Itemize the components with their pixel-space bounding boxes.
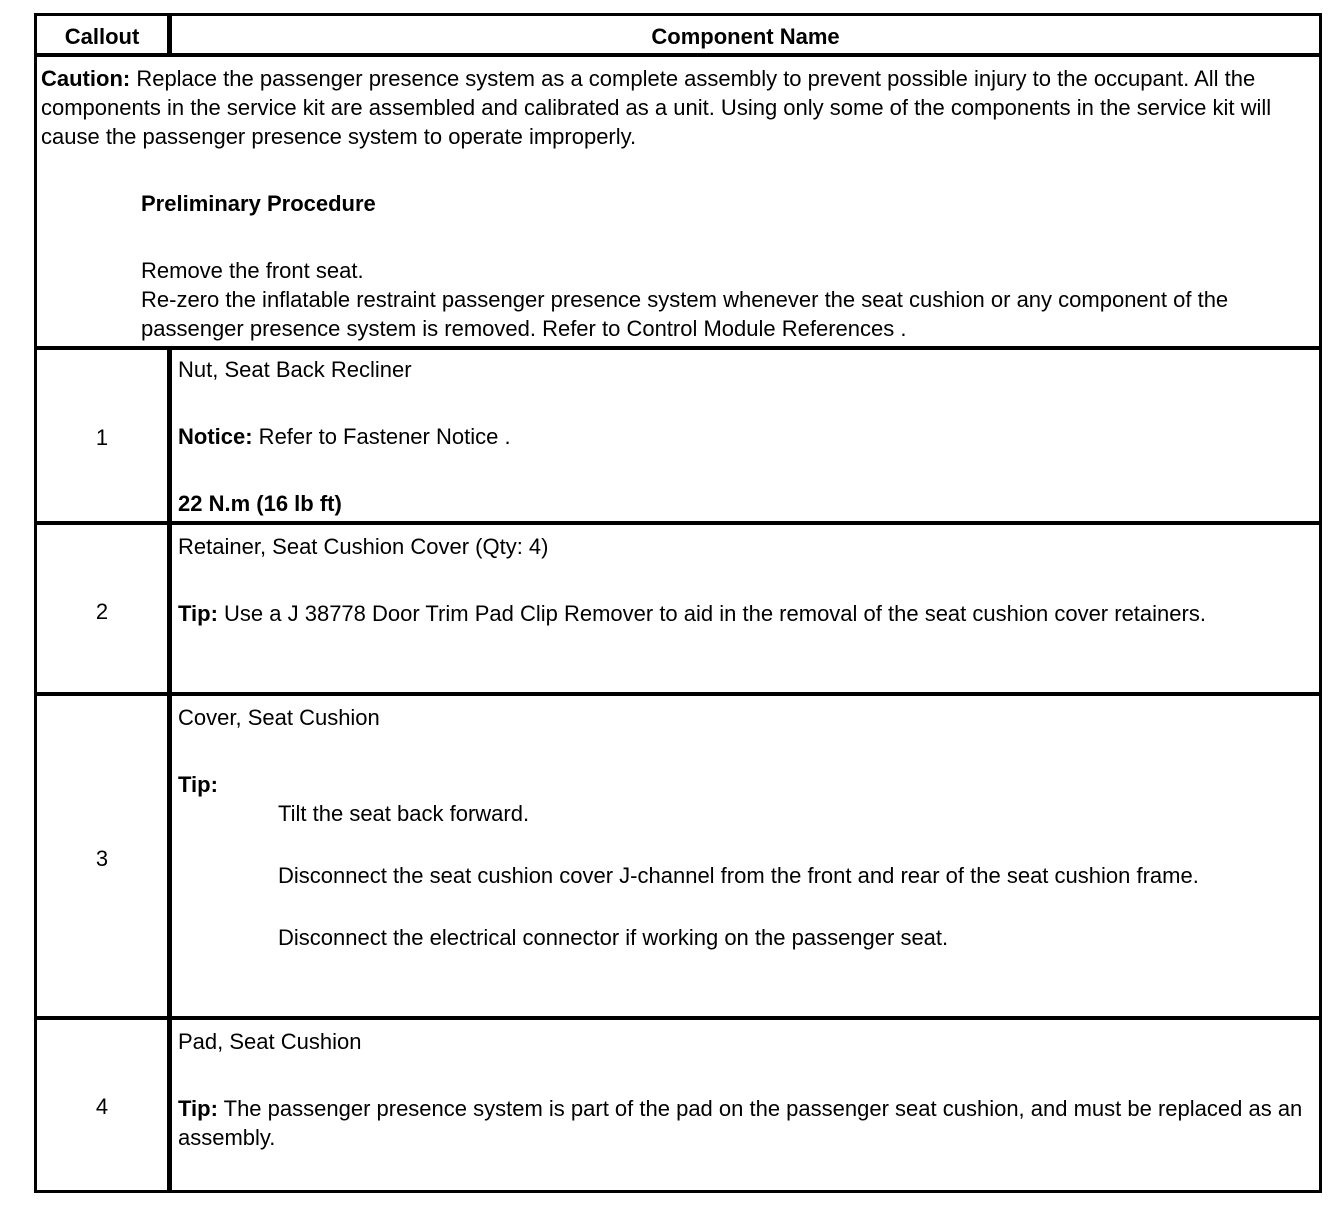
component-name-3: Cover, Seat Cushion bbox=[178, 705, 380, 730]
row-4-content bbox=[178, 1027, 1313, 1152]
caution-block bbox=[41, 64, 1316, 151]
spacer bbox=[178, 1056, 1313, 1094]
row-divider-3 bbox=[34, 692, 1322, 696]
spacer bbox=[178, 828, 1313, 861]
callout-3: 3 bbox=[95, 846, 109, 871]
preliminary-title: Preliminary Procedure bbox=[141, 191, 376, 216]
spacer bbox=[178, 561, 1313, 599]
spacer bbox=[178, 451, 1313, 489]
component-name-2: Retainer, Seat Cushion Cover (Qty: 4) bbox=[178, 534, 549, 559]
row-divider-1 bbox=[34, 346, 1322, 350]
notice-label-1: Notice: bbox=[178, 424, 253, 449]
caution-paragraph bbox=[41, 64, 1316, 151]
notice-text-1: Refer to Fastener Notice . bbox=[252, 424, 511, 449]
tip-4 bbox=[178, 1094, 1313, 1152]
row-1-content bbox=[178, 355, 1313, 518]
tip-label-4: Tip: bbox=[178, 1096, 218, 1121]
torque-spec-1: 22 N.m (16 lb ft) bbox=[178, 491, 342, 516]
component-name-1: Nut, Seat Back Recliner bbox=[178, 357, 412, 382]
row-divider-4 bbox=[34, 1016, 1322, 1020]
callout-2: 2 bbox=[95, 599, 109, 624]
tip-label-2: Tip: bbox=[178, 601, 218, 626]
body-column-divider bbox=[167, 346, 172, 1193]
header-component-name: Component Name bbox=[651, 24, 840, 49]
notice-1 bbox=[178, 422, 1313, 451]
callout-1: 1 bbox=[95, 425, 109, 450]
tip-2 bbox=[178, 599, 1313, 628]
tip-text-2: Use a J 38778 Door Trim Pad Clip Remover to aid in the removal of the seat cushion cover retainers. bbox=[217, 601, 1206, 626]
tip-label-3: Tip: bbox=[178, 772, 218, 797]
caution-text: Replace the passenger presence system as a complete assembly to prevent possible injury to the occupant. All the components in the service kit are assembled and calibrated as a unit. Using only some of the components in the service kit will cause the passenger presence system to operate improperly. bbox=[41, 66, 1272, 149]
header-callout: Callout bbox=[64, 24, 140, 49]
spacer bbox=[178, 384, 1313, 422]
tip-item-3-1: Tilt the seat back forward. bbox=[278, 801, 530, 826]
preliminary-step-2: Re-zero the inflatable restraint passenger presence system whenever the seat cushion or any component of the passenger presence system is removed. Refer to Control Module References . bbox=[141, 287, 1229, 341]
row-3-content bbox=[178, 703, 1313, 952]
tip-text-4: The passenger presence system is part of the pad on the passenger seat cushion, and must be replaced as an assembly. bbox=[178, 1096, 1303, 1150]
caution-label: Caution: bbox=[41, 66, 131, 91]
spacer bbox=[178, 890, 1313, 923]
tip-item-3-3: Disconnect the electrical connector if working on the passenger seat. bbox=[278, 925, 949, 950]
spacer bbox=[141, 218, 1316, 256]
row-2-content bbox=[178, 532, 1313, 628]
component-name-4: Pad, Seat Cushion bbox=[178, 1029, 362, 1054]
header-divider bbox=[34, 53, 1322, 57]
preliminary-step-1: Remove the front seat. bbox=[141, 258, 364, 283]
tip-item-3-2: Disconnect the seat cushion cover J-channel from the front and rear of the seat cushion frame. bbox=[278, 863, 1199, 888]
spacer bbox=[178, 732, 1313, 770]
callout-4: 4 bbox=[95, 1094, 109, 1119]
preliminary-procedure bbox=[141, 189, 1316, 343]
row-divider-2 bbox=[34, 521, 1322, 525]
